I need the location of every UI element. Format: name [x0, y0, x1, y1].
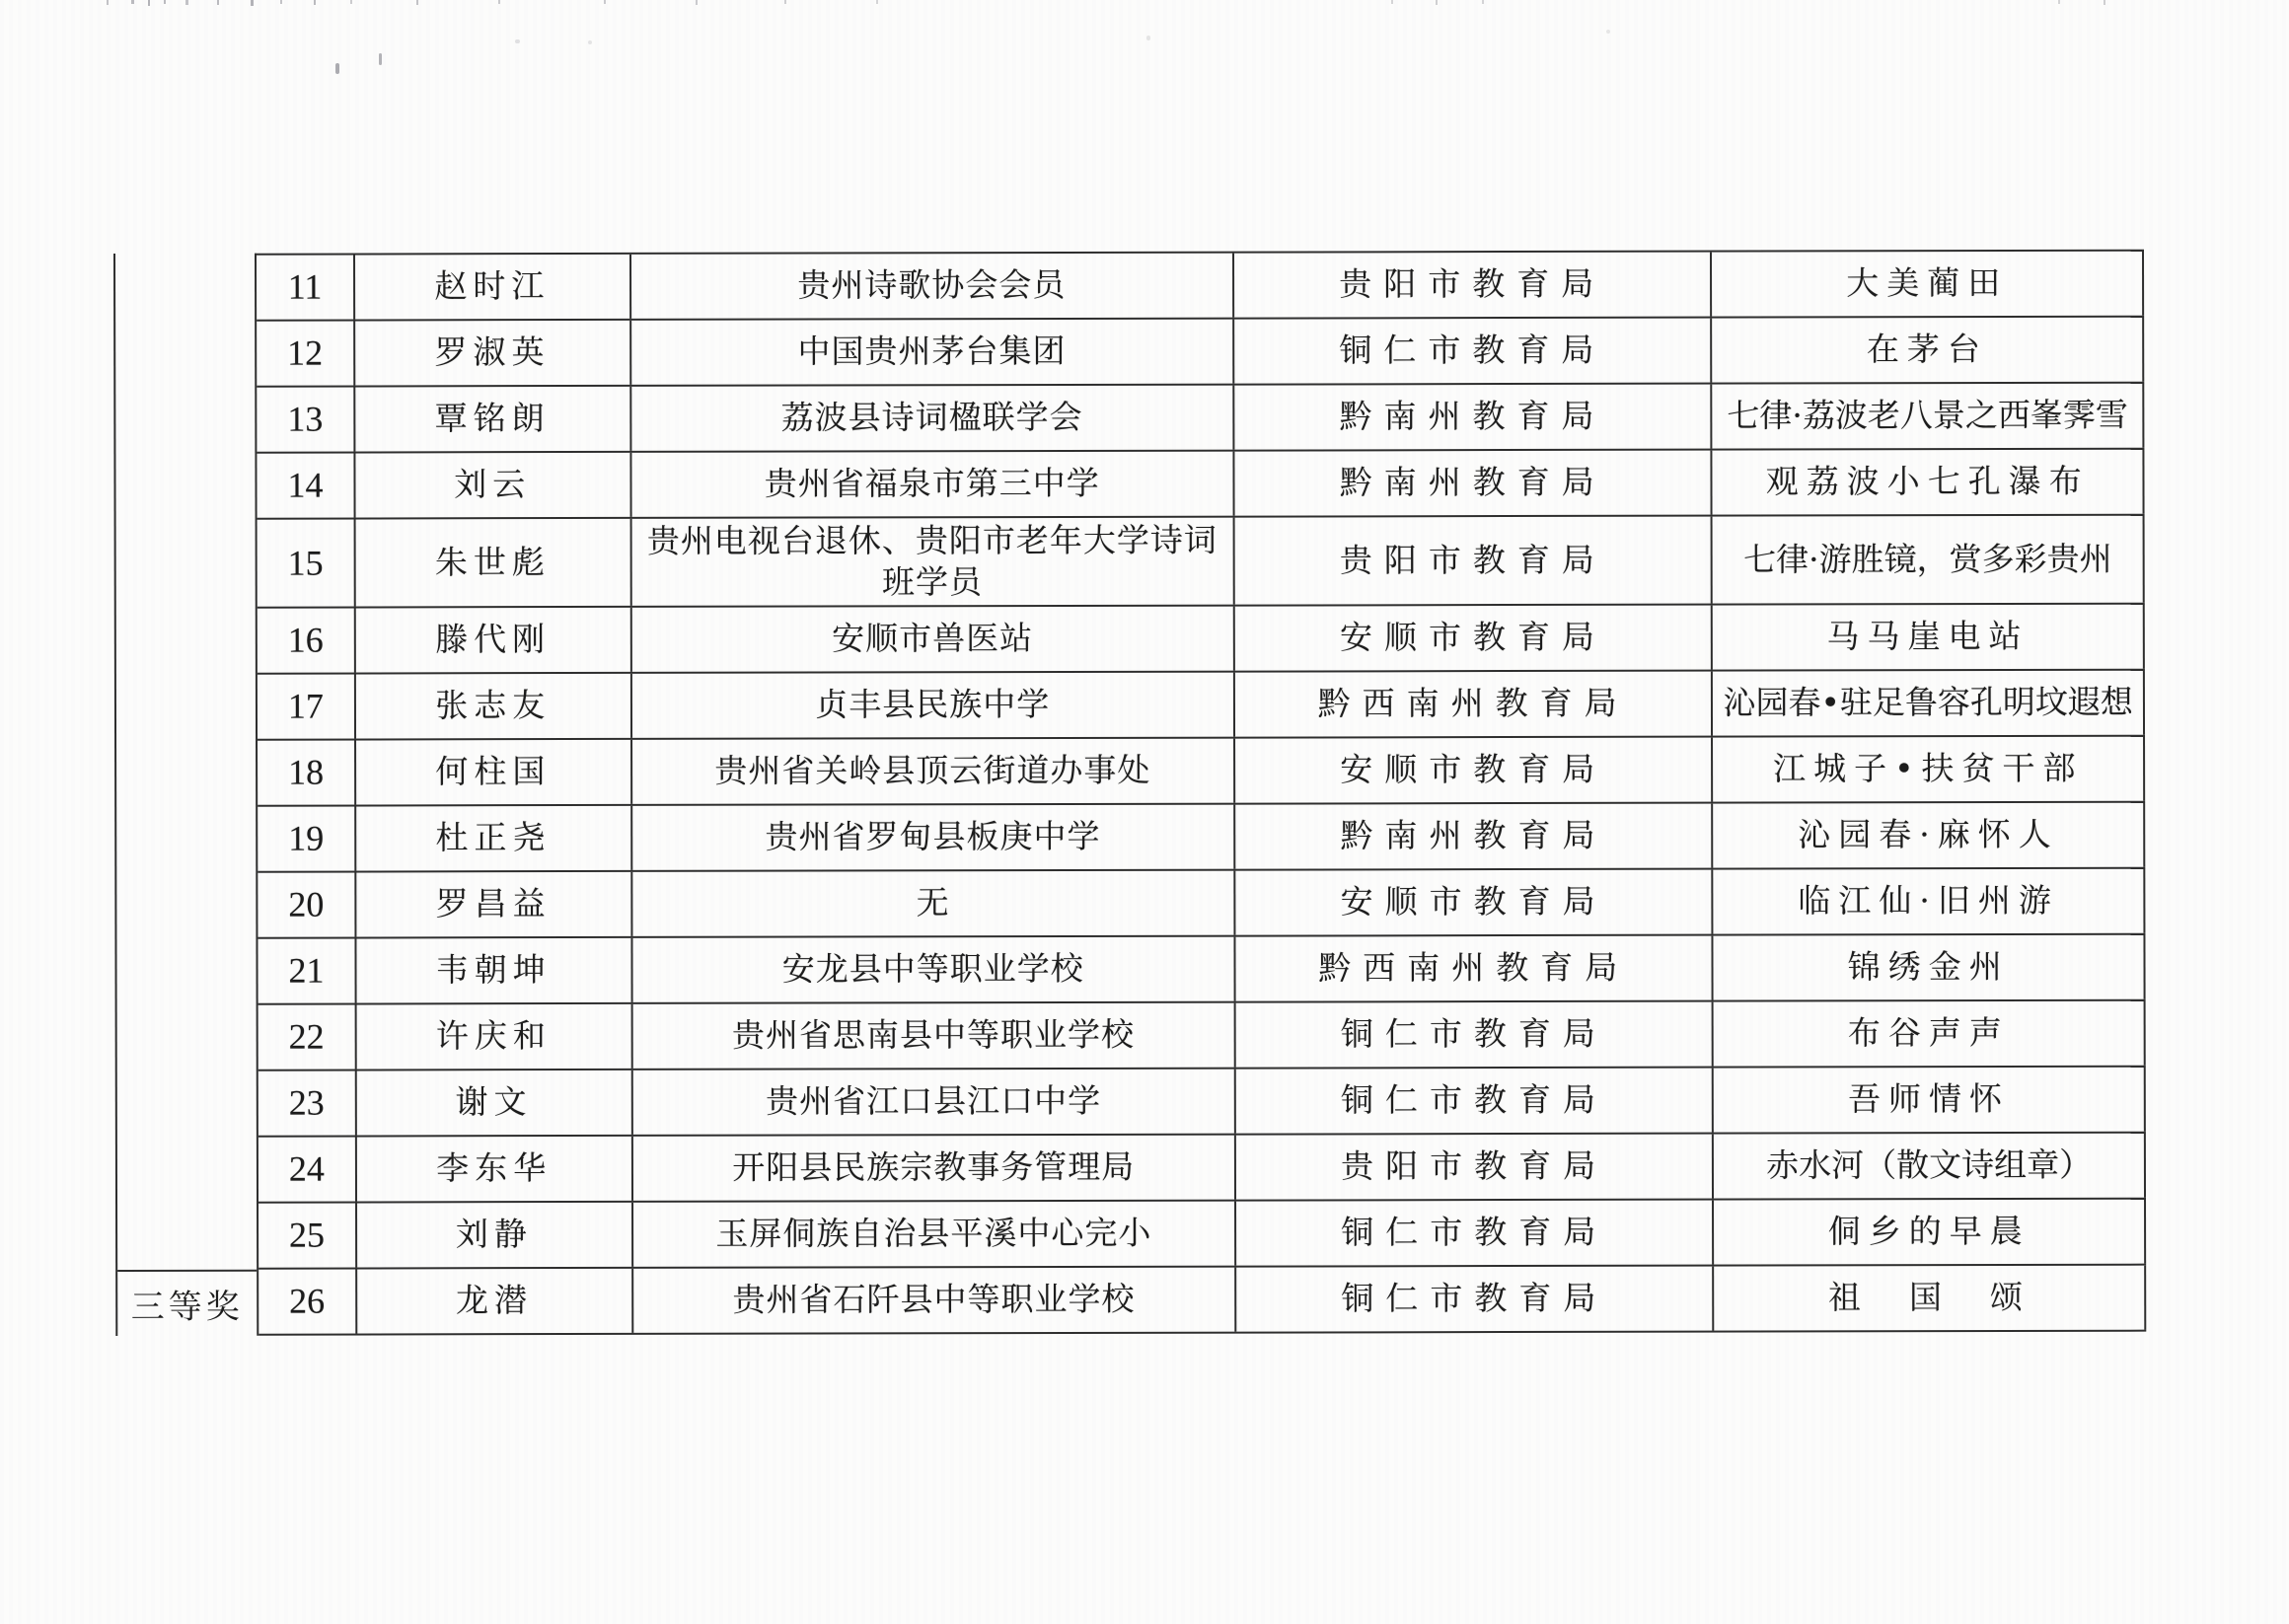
cell-title-text: 赤水河（散文诗组章）: [1766, 1145, 2093, 1185]
cell-org: [632, 1136, 1235, 1201]
cell-name-text: 刘云: [454, 465, 532, 504]
cell-bureau: [1235, 870, 1714, 935]
cell-org: [631, 518, 1235, 606]
cell-bureau: [1236, 1201, 1715, 1266]
table-row: [258, 1200, 2146, 1270]
scan-tick: [251, 0, 254, 6]
cell-title: [1715, 1266, 2147, 1331]
cell-org: [631, 673, 1234, 738]
cell-title-text: 观荔波小七孔瀑布: [1765, 462, 2090, 501]
cell-bureau-text: 黔南州教育局: [1340, 816, 1607, 855]
cell-bureau: [1235, 517, 1714, 605]
cell-title-text: 吾师情怀: [1847, 1079, 2011, 1119]
cell-bureau: [1235, 738, 1714, 803]
cell-name: [357, 1269, 633, 1334]
cell-no-text: 15: [287, 543, 324, 583]
cell-bureau: [1234, 385, 1713, 450]
cell-bureau: [1236, 1069, 1715, 1134]
cell-bureau: [1235, 606, 1714, 671]
cell-title-text: 江城子•扶贫干部: [1773, 749, 2084, 788]
cell-no-text: 23: [288, 1083, 325, 1124]
cell-name: [356, 740, 632, 805]
award-label: 三等奖: [130, 1287, 244, 1327]
cell-org: [632, 1003, 1235, 1069]
cell-bureau: [1236, 1267, 1715, 1332]
scan-speck: [1146, 36, 1150, 40]
cell-title: [1713, 605, 2145, 670]
table-row: [258, 1134, 2146, 1204]
cell-no-text: 21: [288, 951, 325, 992]
cell-bureau: [1234, 253, 1713, 318]
scan-tick: [2058, 0, 2060, 4]
cell-title: [1714, 935, 2146, 1000]
cell-name-text: 杜正尧: [435, 818, 552, 857]
cell-org: [631, 607, 1234, 672]
cell-bureau-text: 贵阳市教育局: [1339, 264, 1606, 304]
scan-tick: [696, 0, 698, 5]
cell-org-text: 贵州省关岭县顶云街道办事处: [714, 751, 1151, 791]
cell-no-text: 16: [287, 621, 324, 661]
cell-title-text: 大美蔺田: [1846, 263, 2009, 303]
award-cell-third-prize: [117, 1270, 257, 1336]
cell-name: [356, 608, 632, 673]
cell-no-text: 24: [288, 1149, 325, 1190]
cell-name-text: 李东华: [436, 1148, 553, 1188]
cell-no: [258, 674, 356, 738]
table-row: [258, 803, 2145, 873]
cell-bureau-text: 铜仁市教育局: [1341, 1213, 1608, 1252]
cell-no-text: 14: [287, 466, 324, 506]
cell-no-text: 18: [287, 753, 325, 793]
cell-title: [1714, 1068, 2146, 1133]
cell-bureau: [1234, 451, 1713, 516]
award-column-merged-cell: [115, 254, 257, 1270]
cell-no: [258, 1203, 357, 1267]
cell-title: [1712, 252, 2144, 317]
cell-bureau-text: 铜仁市教育局: [1341, 1279, 1608, 1318]
cell-bureau-text: 安顺市教育局: [1339, 618, 1607, 657]
awards-table: [113, 250, 2146, 1336]
cell-no: [258, 938, 356, 1002]
cell-name-text: 覃铭朗: [434, 399, 551, 438]
cell-bureau-text: 安顺市教育局: [1340, 750, 1607, 789]
cell-org: [633, 1268, 1236, 1333]
cell-name-text: 张志友: [435, 686, 552, 725]
cell-name: [355, 255, 631, 320]
scan-tick: [498, 0, 500, 4]
cell-org-text: 贵州省思南县中等职业学校: [731, 1015, 1135, 1056]
cell-org: [632, 1070, 1235, 1135]
cell-name-text: 龙潜: [455, 1281, 533, 1320]
cell-name: [356, 938, 632, 1003]
scan-tick: [314, 0, 316, 5]
cell-name: [356, 674, 632, 739]
cell-no: [258, 608, 356, 672]
scan-tick: [784, 0, 786, 4]
scan-tick: [1391, 0, 1393, 4]
cell-no: [257, 387, 355, 451]
table-row: [258, 605, 2145, 675]
cell-bureau: [1236, 1002, 1715, 1068]
cell-no: [258, 806, 356, 870]
scan-speck: [335, 63, 339, 74]
cell-title: [1714, 1001, 2146, 1067]
cell-title-text: 临江仙·旧州游: [1798, 881, 2059, 921]
cell-name: [357, 1070, 633, 1136]
cell-org-text: 贵州省石阡县中等职业学校: [732, 1280, 1136, 1320]
cell-bureau: [1235, 936, 1714, 1001]
cell-title-text: 在茅台: [1866, 330, 1988, 369]
table-row: [257, 384, 2144, 454]
scan-speck: [379, 53, 382, 65]
cell-org-text: 玉屏侗族自治县平溪中心完小: [715, 1214, 1152, 1254]
cell-org: [633, 1202, 1236, 1267]
cell-name: [355, 321, 631, 386]
cell-title: [1713, 318, 2145, 383]
cell-title: [1714, 869, 2146, 934]
cell-org-text: 贵州省江口县江口中学: [766, 1081, 1102, 1121]
cell-name: [357, 1137, 633, 1202]
scan-tick: [1482, 0, 1484, 4]
cell-name-text: 许庆和: [435, 1016, 552, 1056]
cell-no-text: 17: [287, 687, 324, 727]
cell-bureau-text: 黔西南州教育局: [1318, 948, 1630, 988]
cell-bureau: [1236, 1135, 1715, 1200]
cell-org: [631, 320, 1234, 385]
table-row: [258, 869, 2145, 939]
cell-no-text: 11: [287, 267, 323, 308]
cell-name-text: 罗淑英: [434, 332, 551, 372]
cell-no: [258, 872, 356, 936]
cell-name-text: 何柱国: [435, 752, 552, 791]
cell-no: [258, 519, 356, 606]
cell-org: [632, 871, 1235, 936]
cell-org: [632, 739, 1235, 804]
scan-tick: [217, 0, 219, 5]
award-column: [113, 254, 257, 1336]
cell-bureau-text: 黔南州教育局: [1339, 463, 1606, 502]
table-row: [258, 1001, 2146, 1071]
cell-name-text: 赵时江: [434, 266, 551, 306]
scan-tick: [1436, 0, 1438, 5]
table-row: [258, 935, 2145, 1005]
cell-org-text: 贵州电视台退休、贵阳市老年大学诗词班学员: [646, 520, 1218, 602]
cell-name-text: 滕代刚: [435, 620, 552, 659]
cell-org: [632, 805, 1235, 870]
cell-title: [1713, 516, 2145, 604]
cell-org-text: 贞丰县民族中学: [815, 685, 1051, 724]
scan-tick: [350, 0, 352, 4]
cell-no-text: 22: [288, 1017, 325, 1058]
cell-bureau: [1234, 319, 1713, 384]
cell-no: [258, 740, 356, 804]
cell-org-text: 贵州诗歌协会会员: [797, 265, 1067, 305]
cell-title: [1713, 671, 2145, 736]
cell-bureau-text: 贵阳市教育局: [1341, 1146, 1608, 1186]
cell-no-text: 12: [287, 333, 324, 374]
cell-no-text: 13: [287, 400, 324, 440]
table-row: [258, 1266, 2146, 1336]
cell-no: [257, 255, 355, 319]
cell-name-text: 谢文: [455, 1082, 533, 1122]
cell-title-text: 祖 国 颂: [1827, 1278, 2031, 1317]
table-row: [258, 1068, 2146, 1138]
scan-tick: [876, 0, 878, 4]
cell-org-text: 无: [916, 883, 950, 923]
cell-name: [356, 872, 632, 937]
scan-tick: [604, 0, 606, 4]
cell-org-text: 中国贵州茅台集团: [797, 332, 1067, 371]
cell-org-text: 贵州省罗甸县板庚中学: [765, 817, 1101, 856]
table-row: [258, 737, 2145, 807]
cell-name-text: 朱世彪: [434, 542, 551, 582]
scan-tick: [416, 0, 418, 5]
cell-org-text: 荔波县诗词楹联学会: [780, 398, 1083, 437]
cell-name-text: 罗昌益: [435, 884, 552, 923]
cell-bureau-text: 安顺市教育局: [1340, 882, 1607, 922]
table-grid: [255, 250, 2146, 1336]
cell-org-text: 开阳县民族宗教事务管理局: [732, 1147, 1136, 1188]
scan-tick: [2104, 0, 2105, 5]
cell-no-text: 19: [288, 819, 325, 859]
cell-title-text: 马马崖电站: [1826, 617, 2030, 656]
cell-bureau-text: 贵阳市教育局: [1339, 540, 1606, 580]
table-row: [258, 516, 2145, 609]
cell-name: [356, 806, 632, 871]
cell-bureau-text: 铜仁市教育局: [1340, 1080, 1608, 1120]
scan-speck: [515, 39, 520, 43]
cell-bureau-text: 黔西南州教育局: [1317, 684, 1629, 723]
cell-org: [631, 254, 1234, 319]
cell-no: [257, 321, 355, 385]
cell-bureau-text: 黔南州教育局: [1339, 397, 1606, 436]
cell-no: [258, 1269, 357, 1333]
cell-title: [1713, 384, 2145, 449]
cell-bureau-text: 铜仁市教育局: [1340, 1014, 1607, 1054]
cell-title-text: 侗乡的早晨: [1827, 1212, 2031, 1251]
cell-title: [1714, 803, 2146, 868]
cell-title-text: 沁园春·麻怀人: [1798, 815, 2059, 854]
cell-no-text: 20: [288, 885, 325, 925]
table-row: [258, 671, 2145, 741]
cell-title: [1714, 1200, 2146, 1265]
cell-org: [632, 937, 1235, 1002]
cell-no: [257, 453, 355, 517]
cell-title-text: 七律·游胜镜，赏多彩贵州: [1743, 539, 2112, 579]
cell-title-text: 七律·荔波老八景之西峯霁雪: [1727, 396, 2128, 435]
cell-org-text: 贵州省福泉市第三中学: [764, 464, 1100, 503]
cell-no: [258, 1004, 357, 1069]
cell-title-text: 锦绣金州: [1847, 947, 2010, 987]
cell-title-text: 布谷声声: [1847, 1013, 2010, 1053]
cell-bureau: [1235, 672, 1714, 737]
scan-tick: [107, 0, 109, 5]
table-row: [257, 318, 2144, 388]
cell-bureau-text: 铜仁市教育局: [1339, 331, 1606, 370]
cell-name: [355, 387, 631, 452]
cell-no-text: 26: [289, 1282, 326, 1322]
table-row: [257, 450, 2144, 520]
cell-no: [258, 1137, 357, 1201]
scan-tick: [148, 0, 150, 6]
scan-tick: [131, 0, 134, 4]
cell-org: [631, 452, 1234, 517]
scan-speck: [588, 40, 592, 44]
cell-bureau: [1235, 804, 1714, 869]
cell-name: [356, 1004, 632, 1070]
scan-speck: [1606, 30, 1610, 34]
cell-org: [631, 386, 1234, 451]
scan-tick: [280, 0, 282, 4]
table-row: [257, 252, 2144, 322]
cell-org-text: 安顺市兽医站: [832, 619, 1034, 658]
cell-title: [1713, 450, 2145, 515]
cell-title: [1714, 1134, 2146, 1199]
cell-name: [355, 453, 631, 518]
cell-title: [1713, 737, 2145, 802]
cell-no: [258, 1070, 357, 1135]
cell-name: [357, 1203, 633, 1268]
cell-no-text: 25: [288, 1216, 326, 1256]
scan-tick: [185, 0, 188, 5]
cell-title-text: 沁园春•驻足鲁容孔明坟遐想: [1723, 683, 2133, 722]
cell-org-text: 安龙县中等职业学校: [781, 949, 1084, 989]
cell-name-text: 刘静: [455, 1215, 533, 1254]
cell-name: [355, 519, 631, 607]
scan-tick: [164, 0, 166, 4]
cell-name-text: 韦朝坤: [435, 950, 552, 990]
